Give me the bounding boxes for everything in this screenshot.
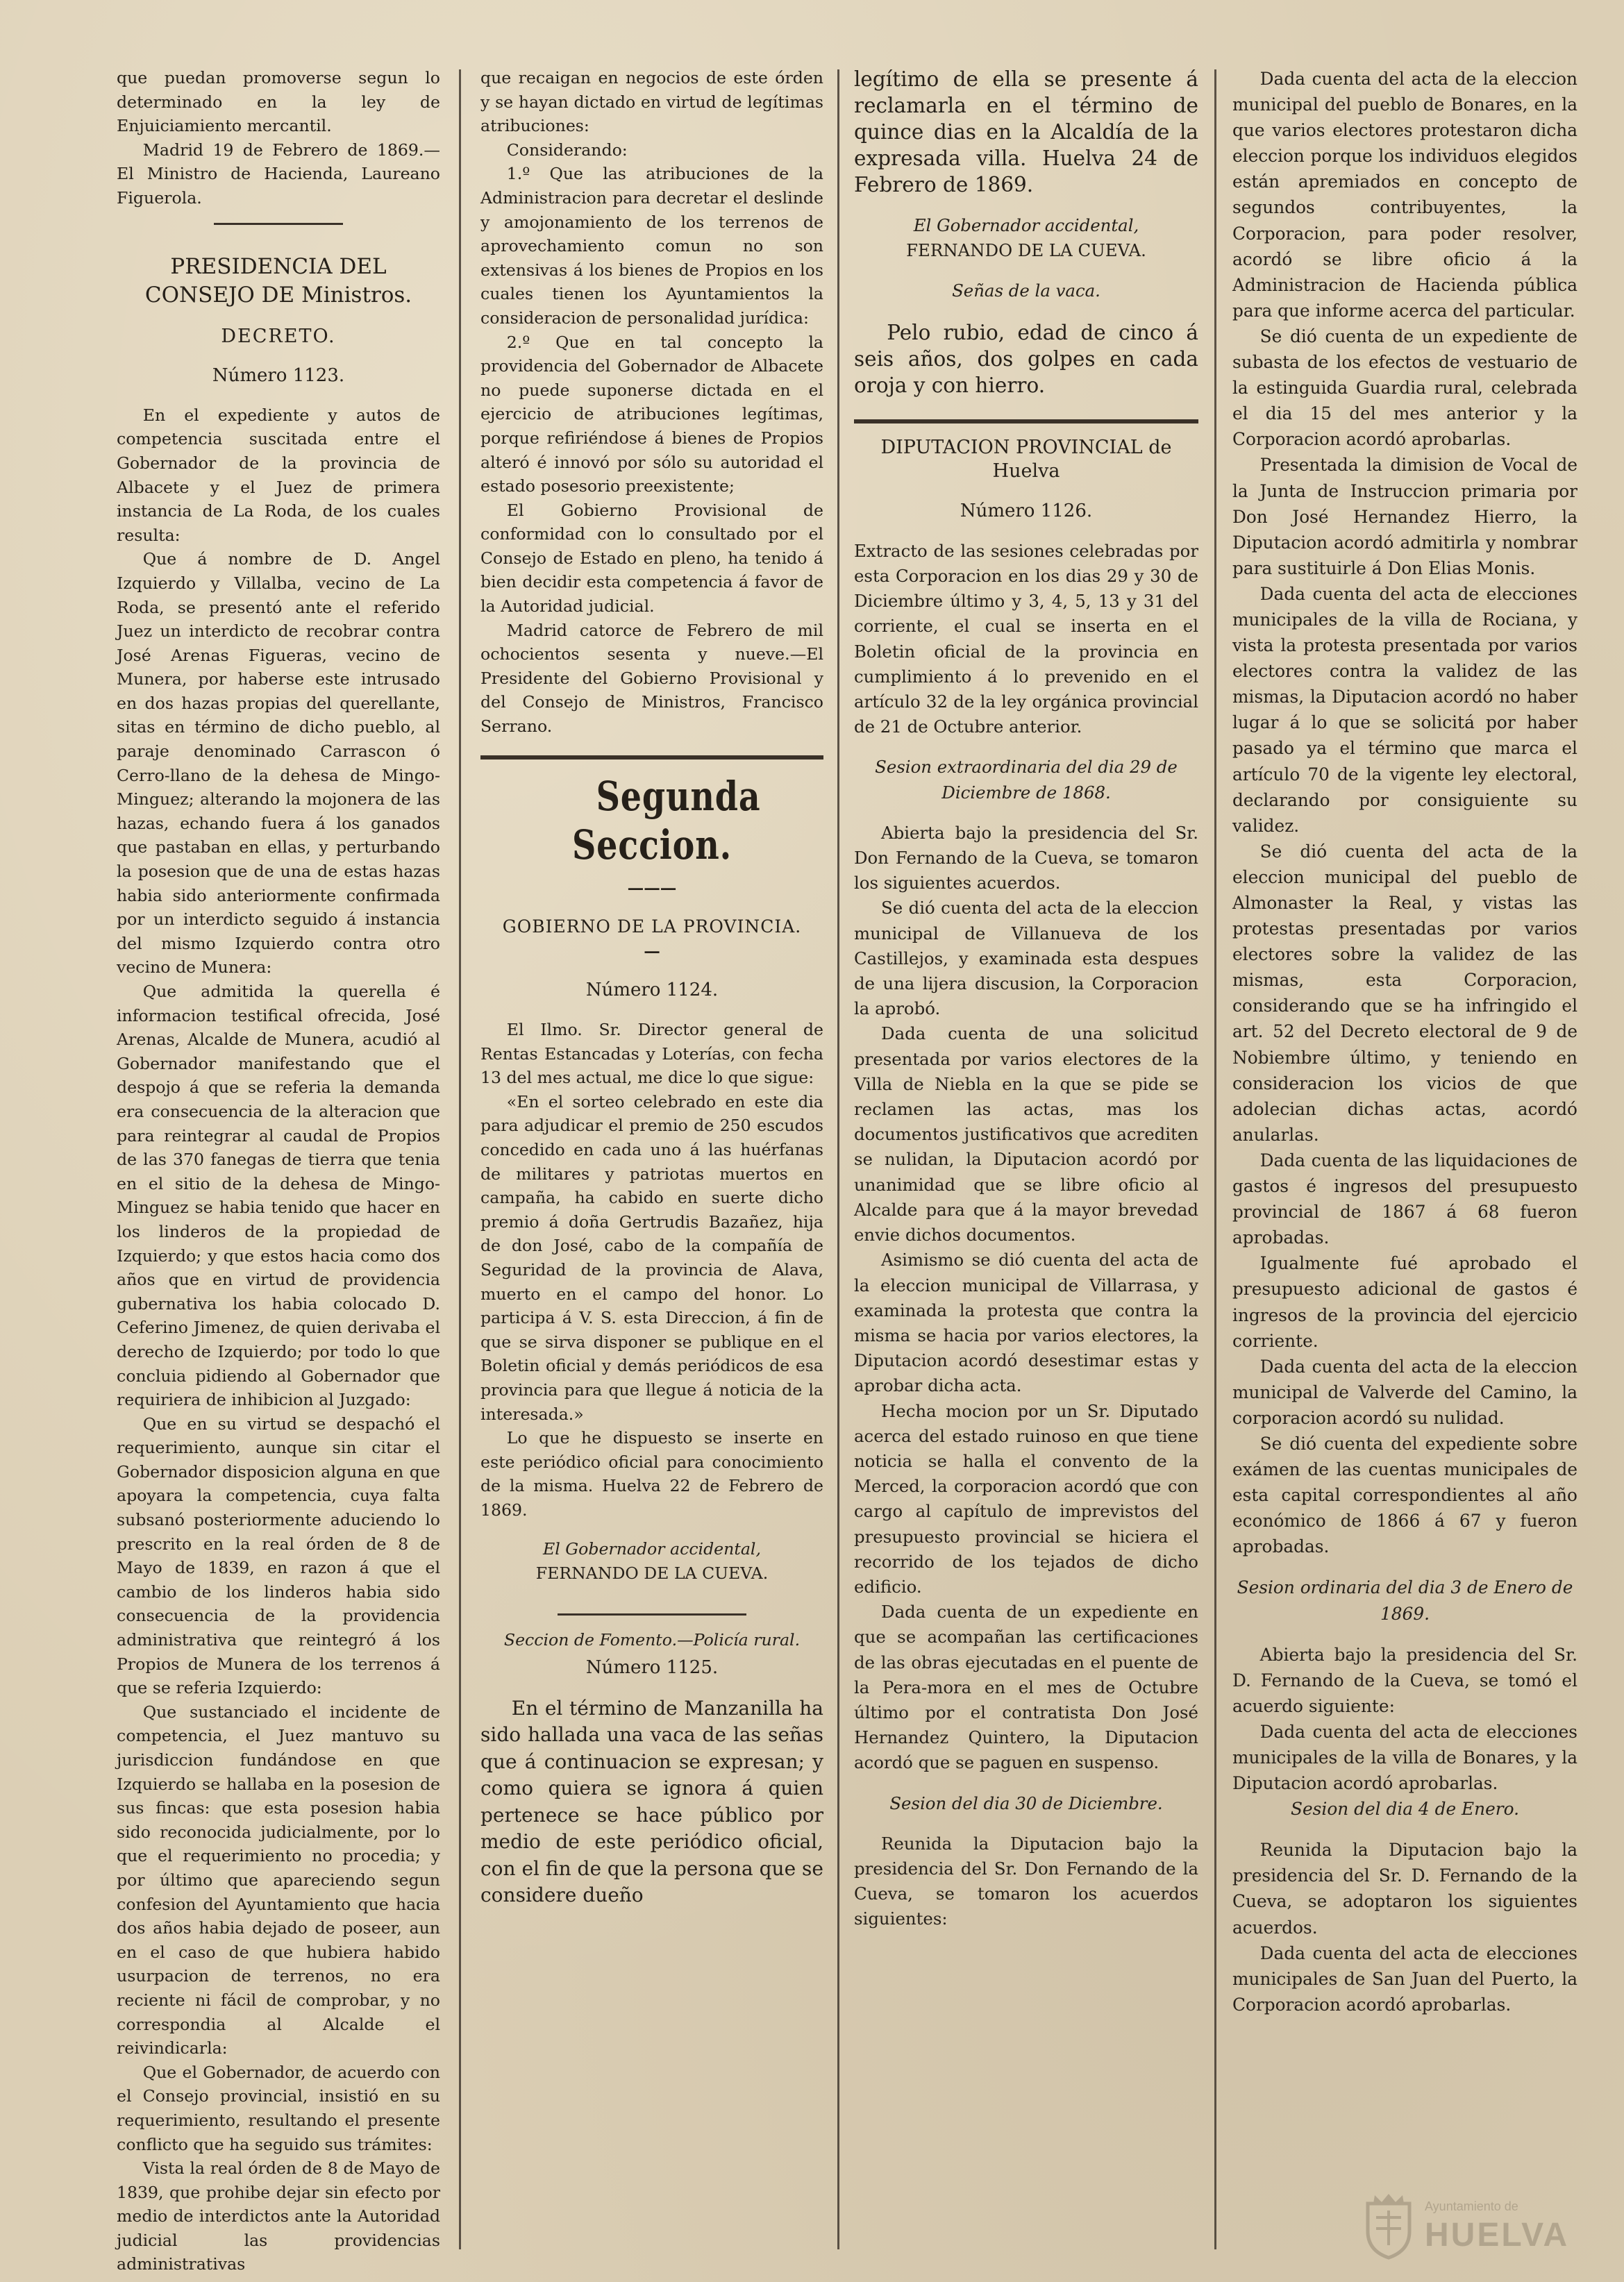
paragraph: Abierta bajo la presidencia del Sr. Don Fernando de la Cueva, se tomaron los siguientes acuerdos. bbox=[854, 822, 1198, 893]
paragraph: Asimismo se dió cuenta del acta de la eleccion municipal de Villarrasa, y examinada la protesta que contra la misma se hacia por varios electores, la Diputacion acordó desestimar estas y aprobar dicha acta. bbox=[854, 1250, 1198, 1396]
section-heading: GOBIERNO DE LA PROVINCIA. bbox=[502, 916, 802, 937]
paragraph: Dada cuenta del acta de elecciones municipales de la villa de Bonares, y la Diputacion acordó aprobarlas. bbox=[1232, 1721, 1577, 1794]
divider-dash: ——— bbox=[627, 878, 677, 898]
divider-dash: — bbox=[644, 941, 660, 961]
archive-watermark bbox=[1361, 2187, 1576, 2263]
watermark-caption: Ayuntamiento de bbox=[1425, 2199, 1518, 2213]
paragraph: Lo que he dispuesto se inserte en este periódico oficial para conocimiento de la misma. Huelva 22 de Febrero de 1869. bbox=[480, 1428, 823, 1520]
paragraph: que puedan promoverse segun lo determinado en la ley de Enjuiciamiento mercantil. bbox=[117, 68, 440, 136]
signature-title: El Gobernador accidental, bbox=[913, 215, 1139, 235]
paragraph: Dada cuenta del acta de elecciones municipales de la villa de Rociana, y vista la protesta presentada por varios electores contra la validez de las mismas, la Diputacion acordó no haber lugar á lo que se solicitá por haber pasado ya el término que marca el artículo 70 de la vigente ley electoral, declarando por consiguiente su validez. bbox=[1232, 583, 1577, 836]
paragraph: Que admitida la querella é informacion testifical ofrecida, José Arenas, Alcalde de Munera, acudió al Gobernador manifestando que el despojo á que se referia la demanda era consecuencia de la alteracion que para reintegrar al caudal de Propios de las 370 fanegas de tierra que tenia en el sitio de la dehesa de Mingo-Minguez se habia tenido que hacer en los linderos de la propiedad de Izquierdo; y que estos hacia como dos años que en virtud de providencia gubernativa los habia colocado D. Ceferino Jimenez, de quien derivaba el derecho de Izquierdo; por todo lo que concluia pidiendo al Gobernador que requiriera de inhibicion al Juzgado: bbox=[117, 982, 440, 1410]
column-2 bbox=[480, 66, 823, 2260]
paragraph: Dada cuenta de un expediente en que se acompañan las certificaciones de las obras ejecutadas en el puente de la Pera-mora en el mes de Octubre último por el contratista Don José Hernandez Quintero, la Diputacion acordó que se paguen en suspenso. bbox=[854, 1602, 1198, 1773]
session-heading: Sesion extraordinaria del dia 29 de Diciembre de 1868. bbox=[875, 757, 1178, 803]
paragraph: Se dió cuenta de un expediente de subasta de los efectos de vestuario de la estinguida Guardia rural, celebrada el dia 15 del mes anterior y la Corporacion acordó aprobarlas. bbox=[1232, 326, 1577, 450]
paragraph: Dada cuenta del acta de la eleccion municipal del pueblo de Bonares, en la que varios electores protestaron dicha eleccion porque los individuos elegidos están apremiados en concepto de segundos contribuyentes, la Corporacion, para poder resolver, acordó se libre oficio á la Administracion de Hacienda pública para que informe acerca del particular. bbox=[1232, 69, 1577, 321]
paragraph: Se dió cuenta del acta de la eleccion municipal del pueblo de Almonaster la Real, y vistas las protestas presentadas por varios electores sobre la validez de las mismas, esta Corporacion, considerando que se ha infringido el art. 52 del Decreto electoral de 9 de Nobiembre último, y teniendo en consideracion los vicios de que adolecian dichas actas, acordó anularlas. bbox=[1232, 841, 1577, 1145]
item-number: Número 1125. bbox=[585, 1657, 719, 1679]
paragraph: legítimo de ella se presente á reclamarla en el término de quince dias en la Alcaldía de la expresada villa. Huelva 24 de Febrero de 1869. bbox=[854, 67, 1198, 196]
paragraph: Madrid 19 de Febrero de 1869.— El Ministro de Hacienda, Laureano Figuerola. bbox=[117, 140, 440, 208]
paragraph: Que el Gobernador, de acuerdo con el Consejo provincial, insistió en su requerimiento, resultando el presente conflicto que ha seguido sus trámites: bbox=[117, 2062, 440, 2154]
session-heading: Sesion del dia 30 de Diciembre. bbox=[889, 1793, 1163, 1813]
paragraph: que recaigan en negocios de este órden y se hayan dictado en virtud de legítimas atribuciones: bbox=[480, 68, 823, 136]
paragraph: Reunida la Diputacion bajo la presidencia del Sr. Don Fernando de la Cueva, se tomaron los acuerdos siguientes: bbox=[854, 1833, 1198, 1929]
paragraph: El Gobierno Provisional de conformidad con lo consultado por el Consejo de Estado en pleno, ha tenido á bien decidir esta competencia á favor de la Autoridad judicial. bbox=[480, 500, 823, 616]
signature-title: El Gobernador accidental, bbox=[543, 1539, 761, 1559]
paragraph: Pelo rubio, edad de cinco á seis años, dos golpes en cada oroja y con hierro. bbox=[854, 320, 1198, 397]
column-rule bbox=[459, 69, 461, 2249]
section-heading: PRESIDENCIA DEL CONSEJO DE Ministros. bbox=[144, 253, 412, 308]
paragraph: Abierta bajo la presidencia del Sr. D. Fernando de la Cueva, se tomó el acuerdo siguiente: bbox=[1232, 1644, 1577, 1716]
paragraph: Presentada la dimision de Vocal de la Junta de Instruccion primaria por Don José Hernandez Hierro, la Diputacion acordó admitirla y nombrar para sustituirle á Don Elias Monis. bbox=[1232, 455, 1577, 578]
signature-name: FERNANDO DE LA CUEVA. bbox=[906, 240, 1146, 261]
paragraph: Vista la real órden de 8 de Mayo de 1839, que prohibe dejar sin efecto por medio de interdictos ante la Autoridad judicial las providencias administrativas bbox=[117, 2158, 440, 2274]
column-rule bbox=[1214, 69, 1216, 2249]
paragraph: En el término de Manzanilla ha sido hallada una vaca de las señas que á continuacion se expresan; y como quiera se ignora á quien pertenece se hace público por medio de este periódico oficial, con el fin de que la persona que se considere dueño bbox=[480, 1696, 823, 1907]
paragraph: Dada cuenta de una solicitud presentada por varios electores de la Villa de Niebla en la que se pide se reclamen las actas, mas los documentos justificativos que acrediten se nulidan, la Diputacion acordó por unanimidad que se libre oficio al Alcalde para que á la mayor brevedad envie dichos documentos. bbox=[854, 1023, 1198, 1245]
paragraph: Extracto de las sesiones celebradas por esta Corporacion en los dias 29 y 30 de Diciembre último y 3, 4, 5, 13 y 31 del corriente, el cual se inserta en el Boletin oficial de la provincia en cumplimiento á lo prevenido en el artículo 32 de la ley orgánica provincial de 21 de Octubre anterior. bbox=[854, 540, 1198, 737]
paragraph: Se dió cuenta del expediente sobre exámen de las cuentas municipales de esta capital correspondientes al año económico de 1866 á 67 y fueron aprobadas. bbox=[1232, 1433, 1577, 1557]
item-number: Número 1123. bbox=[212, 365, 345, 387]
column-1 bbox=[117, 66, 440, 2274]
paragraph: Dada cuenta de las liquidaciones de gastos é ingresos del presupuesto provincial de 1867 á 68 fueron aprobadas. bbox=[1232, 1150, 1577, 1248]
section-heading: DIPUTACION PROVINCIAL de Huelva bbox=[880, 436, 1172, 482]
paragraph: Dada cuenta del acta de elecciones municipales de San Juan del Puerto, la Corporacion acordó aprobarlas. bbox=[1232, 1943, 1577, 2015]
session-heading: Sesion del dia 4 de Enero. bbox=[1291, 1799, 1519, 1820]
item-number: Número 1126. bbox=[960, 500, 1093, 521]
paragraph: 2.º Que en tal concepto la providencia del Gobernador de Albacete no puede suponerse dictada en el ejercicio de atribuciones legítimas, porque refiriéndose á bienes de Propios alteró é innovó por sólo su autoridad el estado posesorio preexistente; bbox=[480, 332, 823, 496]
column-4 bbox=[1232, 66, 1577, 2260]
paragraph: Reunida la Diputacion bajo la presidencia del Sr. D. Fernando de la Cueva, se adoptaron los siguientes acuerdos. bbox=[1232, 1840, 1577, 1938]
divider bbox=[480, 755, 823, 760]
paragraph: «En el sorteo celebrado en este dia para adjudicar el premio de 250 escudos concedido en cada uno á las huérfanas de militares y patriotas muertos en campaña, ha cabido en suerte dicho premio á doña Gertrudis Bazañez, hija de don José, cabo de la compañía de Seguridad de la provincia de Alava, muerto en el campo del honor. Lo participa á V. S. esta Direccion, á fin de que se sirva disponer se publique en el Boletin oficial y demás periódicos de esa provincia para que llegue á noticia de la interesada.» bbox=[480, 1091, 823, 1424]
paragraph: Hecha mocion por un Sr. Diputado acerca del estado ruinoso en que tiene noticia se halla el convento de la Merced, la corporacion acordó que con cargo al capítulo de imprevistos del presupuesto provincial se hiciera el recorrido de los tejados de dicho edificio. bbox=[854, 1400, 1198, 1597]
section-subheading: Seccion de Fomento.—Policía rural. bbox=[503, 1629, 801, 1650]
section-title: Segunda Seccion. bbox=[571, 772, 761, 869]
coat-of-arms-icon bbox=[1361, 2190, 1416, 2259]
divider bbox=[854, 419, 1198, 423]
paragraph: Considerando: bbox=[506, 140, 628, 160]
watermark-name: HUELVA bbox=[1425, 2217, 1570, 2254]
paragraph: Se dió cuenta del acta de la eleccion municipal de Villanueva de los Castillejos, y examinada esta despues de una lijera discusion, la Corporacion la aprobó. bbox=[854, 898, 1198, 1019]
paragraph: Dada cuenta del acta de la eleccion municipal de Valverde del Camino, la corporacion acordó su nulidad. bbox=[1232, 1356, 1577, 1428]
paragraph: Que sustanciado el incidente de competencia, el Juez mantuvo su jurisdiccion fundándose en que Izquierdo se hallaba en la posesion de sus fincas: que esta posesion habia sido reconocida judicialmente, por lo que el requerimiento no procedia; y por último que apareciendo segun confesion del Ayuntamiento que hacia dos años habia dejado de poseer, aun en el caso de que hubiera habido usurpacion de terrenos, no era reciente ni fácil de comprobar, y no correspondia al Alcalde el reivindicarla: bbox=[117, 1702, 440, 2058]
paragraph: Que á nombre de D. Angel Izquierdo y Villalba, vecino de La Roda, se presentó ante el referido Juez un interdicto de recobrar contra José Arenas Figueras, vecino de Munera, por haberse este intrusado en dos hazas propias del querellante, sitas en término de dicho pueblo, al paraje denominado Carrascon ó Cerro-llano de la dehesa de Mingo-Minguez; alterando la mojonera de las hazas, echando fuera á los ganados que pastaban en ellas, y perturbando la posesion que de una de estas hazas habia sido anteriormente confirmada por un interdicto seguido á instancia del mismo Izquierdo contra otro vecino de Munera: bbox=[117, 549, 440, 978]
signature-name: FERNANDO DE LA CUEVA. bbox=[535, 1563, 769, 1584]
paragraph: En el expediente y autos de competencia suscitada entre el Gobernador de la provincia de Albacete y el Juez de primera instancia de La Roda, de los cuales resulta: bbox=[117, 405, 440, 545]
paragraph: El Ilmo. Sr. Director general de Rentas Estancadas y Loterías, con fecha 13 del mes actual, me dice lo que sigue: bbox=[480, 1020, 823, 1088]
paragraph: Igualmente fué aprobado el presupuesto adicional de gastos é ingresos de la provincia del ejercicio corriente. bbox=[1232, 1253, 1577, 1351]
decree-label: DECRETO. bbox=[221, 325, 336, 347]
paragraph: 1.º Que las atribuciones de la Administracion para decretar el deslinde y amojonamiento de los terrenos de aprovechamiento comun no son extensivas á los bienes de Propios en los cuales tienen los Ayuntamientos la consideracion de personalidad jurídica: bbox=[480, 164, 823, 328]
session-heading: Sesion ordinaria del dia 3 de Enero de 1869. bbox=[1237, 1577, 1573, 1624]
paragraph: Que en su virtud se despachó el requerimiento, aunque sin citar el Gobernador disposicion alguna en que apoyara la competencia, cuya falta subsanó posteriormente aduciendo lo prescrito en la real órden de 8 de Mayo de 1839, en razon á que el cambio de los linderos habia sido consecuencia de la providencia administrativa que reintegró á los Propios de Munera de los terrenos á que se referia Izquierdo: bbox=[117, 1413, 440, 1698]
column-3 bbox=[854, 66, 1198, 2260]
item-number: Número 1124. bbox=[585, 980, 719, 1001]
divider bbox=[558, 1613, 746, 1616]
paragraph: Madrid catorce de Febrero de mil ochocientos sesenta y nueve.—El Presidente del Gobierno Provisional y del Consejo de Ministros, Francisco Serrano. bbox=[480, 620, 823, 737]
divider bbox=[214, 223, 343, 225]
section-subheading: Señas de la vaca. bbox=[952, 280, 1100, 301]
column-rule bbox=[837, 69, 839, 2249]
